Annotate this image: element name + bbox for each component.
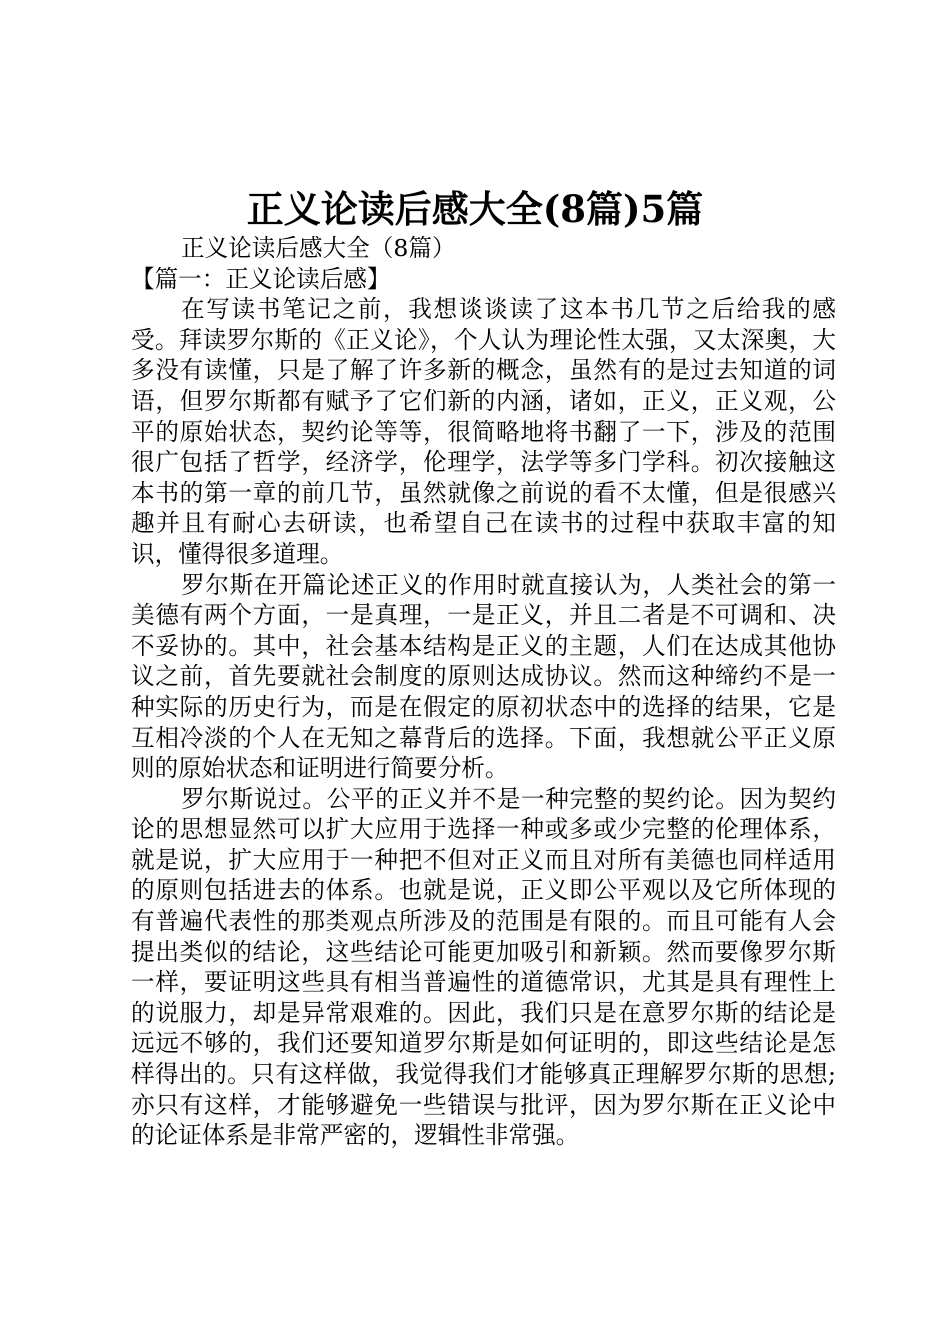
body-paragraph: 罗尔斯说过。公平的正义并不是一种完整的契约论。因为契约论的思想显然可以扩大应用于选择一种或多或少完整的伦理体系，就是说，扩大应用于一种把不但对正义而且对所有美德也同样适用的原则包括进去的体系。也就是说，正义即公平观以及它所体现的有普遍代表性的那类观点所涉及的范围是有限的。而且可能有人会提出类似的结论，这些结论可能更加吸引和新颖。然而要像罗尔斯一样，要证明这些具有相当普遍性的道德常识，尤其是具有理性上的说服力，却是异常艰难的。因此，我们只是在意罗尔斯的结论是远远不够的，我们还要知道罗尔斯是如何证明的，即这些结论是怎样得出的。只有这样做，我觉得我们才能够真正理解罗尔斯的思想;亦只有这样，才能够避免一些错误与批评，因为罗尔斯在正义论中的论证体系是非常严密的，逻辑性非常强。 bbox=[131, 784, 836, 1150]
document-body bbox=[131, 233, 836, 1151]
body-paragraph: 罗尔斯在开篇论述正义的作用时就直接认为，人类社会的第一美德有两个方面，一是真理，一是正义，并且二者是不可调和、决不妥协的。其中，社会基本结构是正义的主题，人们在达成其他协议之前，首先要就社会制度的原则达成协议。然而这种缔约不是一种实际的历史行为，而是在假定的原初状态中的选择的结果，它是互相冷淡的个人在无知之幕背后的选择。下面，我想就公平正义原则的原始状态和证明进行简要分析。 bbox=[131, 570, 836, 783]
document-title: 正义论读后感大全(8篇)5篇 bbox=[246, 187, 704, 231]
document-subtitle: 正义论读后感大全（8篇） bbox=[181, 234, 456, 262]
body-paragraph: 在写读书笔记之前，我想谈谈读了这本书几节之后给我的感受。拜读罗尔斯的《正义论》，个人认为理论性太强，又太深奥，大多没有读懂，只是了解了许多新的概念，虽然有的是过去知道的词语，但罗尔斯都有赋予了它们新的内涵，诸如，正义，正义观，公平的原始状态，契约论等等，很简略地将书翻了一下，涉及的范围很广包括了哲学，经济学，伦理学，法学等多门学科。初次接触这本书的第一章的前几节，虽然就像之前说的看不太懂，但是很感兴趣并且有耐心去研读，也希望自己在读书的过程中获取丰富的知识，懂得很多道理。 bbox=[131, 295, 836, 568]
section-heading: 【篇一：正义论读后感】 bbox=[131, 264, 391, 293]
